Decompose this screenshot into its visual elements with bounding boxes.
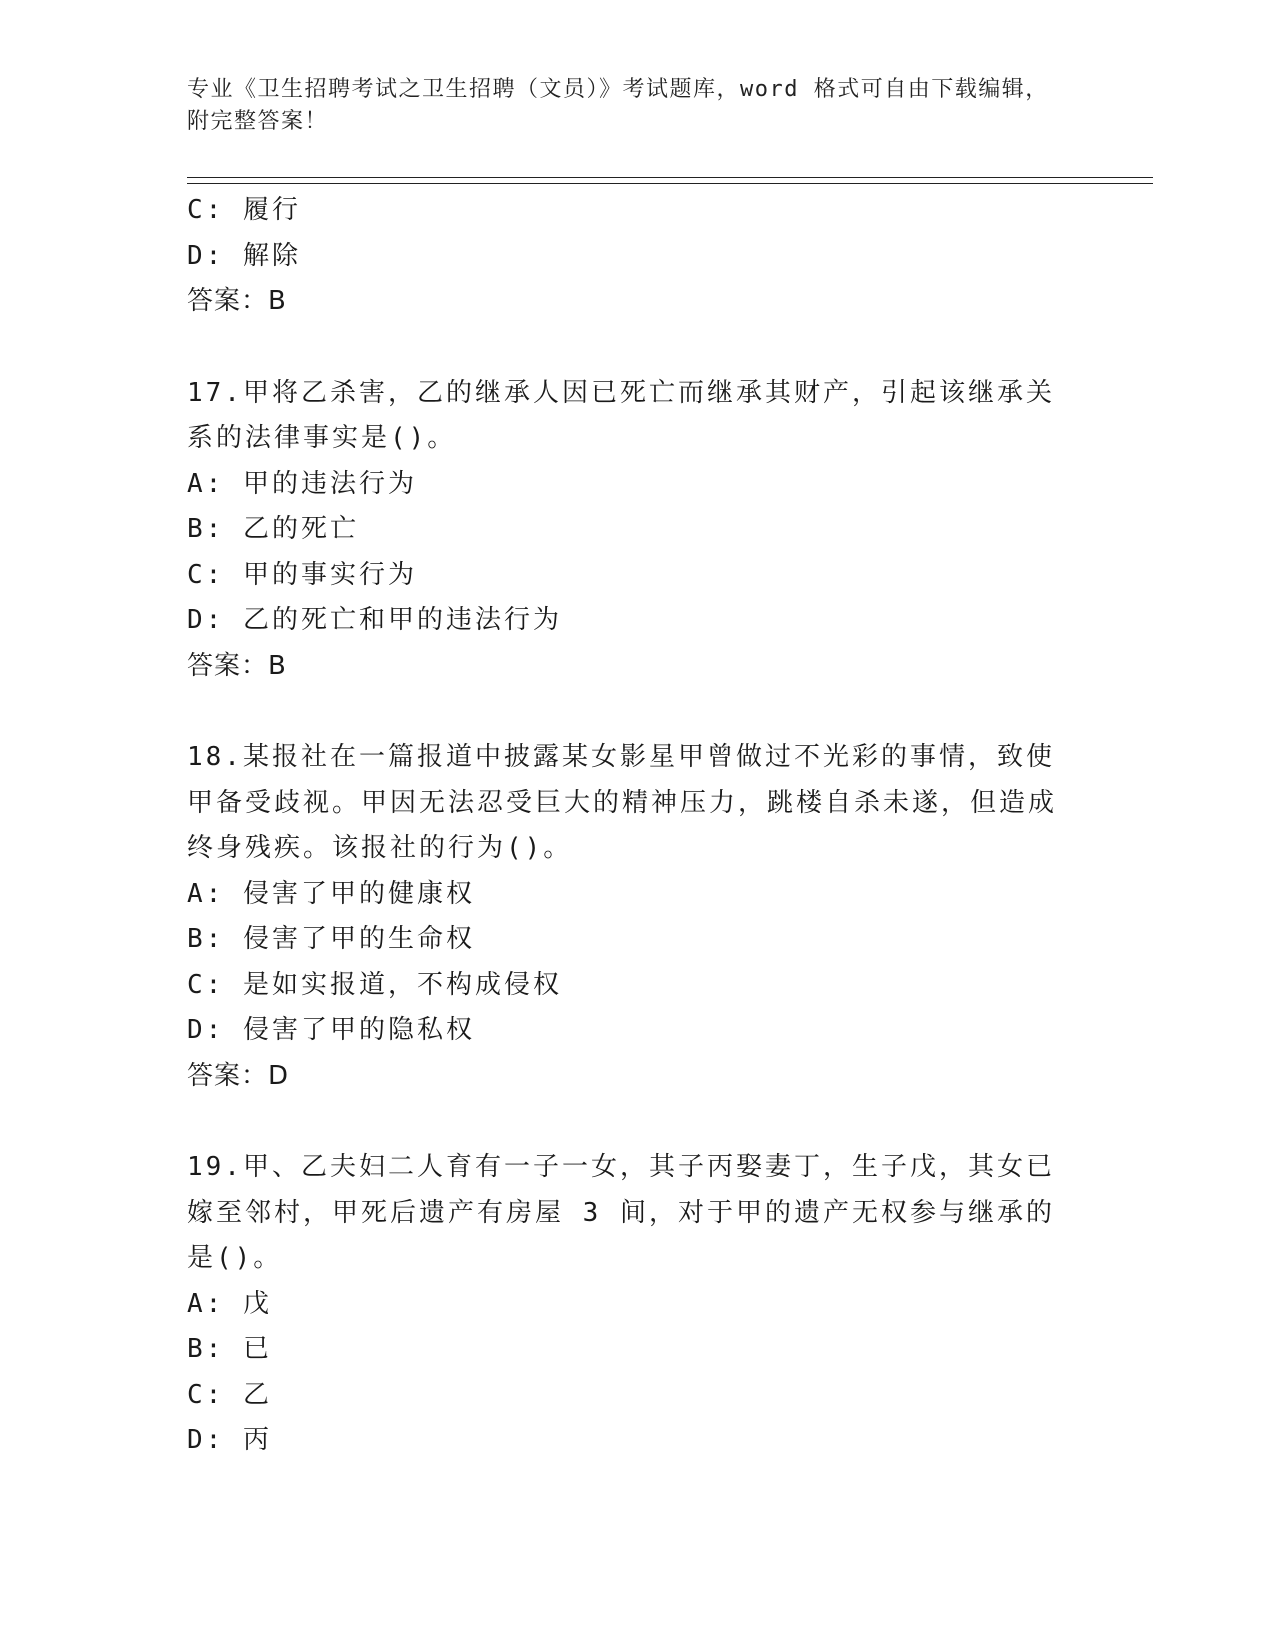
spacer [187, 325, 1087, 371]
question-17 [187, 371, 1087, 690]
header-divider [187, 177, 1153, 184]
option-c: C: 甲的事实行为 [187, 559, 417, 590]
question-text: 17.甲将乙杀害，乙的继承人因已死亡而继承其财产，引起该继承关系的法律事实是()。 [187, 377, 1055, 453]
option-b: B: 侵害了甲的生命权 [187, 924, 475, 954]
option-a: A: 甲的违法行为 [187, 468, 417, 499]
option-d: D: 乙的死亡和甲的违法行为 [187, 605, 562, 635]
answer: 答案：B [187, 650, 287, 681]
answer: 答案：D [187, 1060, 290, 1091]
option-b: B: 乙的死亡 [187, 514, 359, 544]
option-d: D: 解除 [187, 240, 301, 271]
question-text: 19.甲、乙夫妇二人育有一子一女，其子丙娶妻丁，生子戊，其女已嫁至邻村，甲死后遗产有房屋 3 间，对于甲的遗产无权参与继承的是()。 [187, 1152, 1055, 1273]
header-text: 专业《卫生招聘考试之卫生招聘（文员）》考试题库，word 格式可自由下载编辑，附完整答案！ [187, 77, 1049, 134]
option-a: A: 侵害了甲的健康权 [187, 878, 475, 909]
option-d: D: 丙 [187, 1425, 272, 1455]
option-a: A: 戊 [187, 1288, 272, 1319]
question-19 [187, 1145, 1087, 1464]
answer: 答案：B [187, 286, 287, 316]
option-c: C: 履行 [187, 195, 301, 225]
question-16-continued [187, 188, 1087, 325]
spacer [187, 1099, 1087, 1145]
question-18 [187, 735, 1087, 1099]
option-b: B: 已 [187, 1334, 272, 1364]
option-d: D: 侵害了甲的隐私权 [187, 1015, 475, 1045]
spacer [187, 689, 1087, 735]
question-content [187, 188, 1087, 1464]
question-text: 18.某报社在一篇报道中披露某女影星甲曾做过不光彩的事情，致使甲备受歧视。甲因无法忍受巨大的精神压力，跳楼自杀未遂，但造成终身残疾。该报社的行为()。 [187, 742, 1058, 863]
page-header [187, 74, 1067, 138]
option-c: C: 乙 [187, 1379, 272, 1410]
option-c: C: 是如实报道，不构成侵权 [187, 969, 562, 1000]
